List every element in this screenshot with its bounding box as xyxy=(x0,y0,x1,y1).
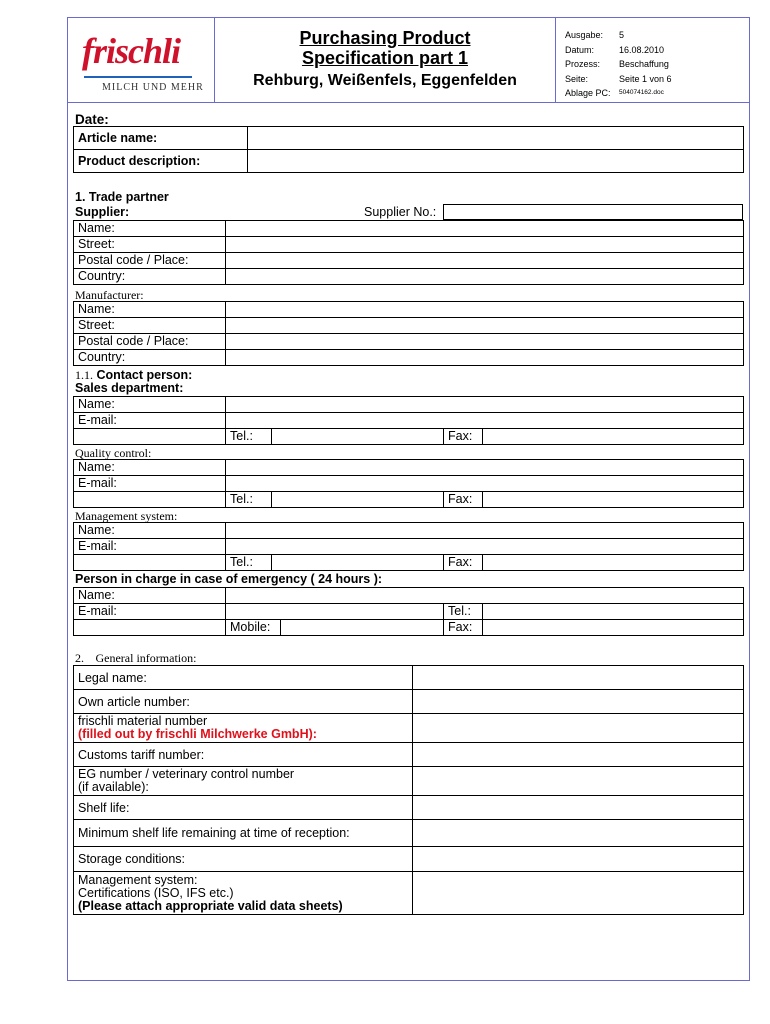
logo-wordmark: frischli xyxy=(82,31,181,71)
table-row xyxy=(74,872,744,915)
header-divider xyxy=(555,18,556,102)
supplier-street-label: Street: xyxy=(74,237,226,253)
table-row xyxy=(74,318,744,334)
table-row xyxy=(74,237,744,253)
meta-row: Seite: Seite 1 von 6 xyxy=(565,73,672,84)
quality-email-label: E-mail: xyxy=(74,476,226,492)
supplier-table xyxy=(73,220,744,285)
sales-table xyxy=(73,396,744,445)
logo-underline xyxy=(84,76,192,78)
shelf-life-label: Shelf life: xyxy=(74,796,413,820)
emergency-tel-label: Tel.: xyxy=(444,604,483,620)
document-header xyxy=(68,18,749,102)
supplier-name-field[interactable] xyxy=(226,221,744,237)
supplier-label: Supplier: xyxy=(75,205,130,219)
table-row xyxy=(74,588,744,604)
own-article-number-label: Own article number: xyxy=(74,690,413,714)
sales-email-field[interactable] xyxy=(226,413,744,429)
emergency-contact-label: Person in charge in case of emergency ( 24 hours ): xyxy=(75,572,383,586)
frischli-logo xyxy=(80,30,210,94)
table-row xyxy=(74,666,744,690)
legal-name-field[interactable] xyxy=(413,666,744,690)
own-article-number-field[interactable] xyxy=(413,690,744,714)
document-meta xyxy=(565,28,672,101)
management-email-label: E-mail: xyxy=(74,539,226,555)
quality-tel-field[interactable] xyxy=(272,492,444,508)
sales-fax-label: Fax: xyxy=(444,429,483,445)
document-title xyxy=(215,28,555,92)
supplier-no-field[interactable] xyxy=(443,204,743,220)
emergency-tel-field[interactable] xyxy=(483,604,744,620)
certifications-label: Management system: Certifications (ISO, IFS etc.) (Please attach appropriate valid data sheets) xyxy=(74,872,413,915)
document-page xyxy=(67,17,750,981)
meta-row: Datum: 16.08.2010 xyxy=(565,44,665,55)
manufacturer-name-field[interactable] xyxy=(226,302,744,318)
general-information-label: General information: xyxy=(95,651,197,665)
title-line-2: Specification part 1 xyxy=(301,48,469,68)
table-row xyxy=(74,796,744,820)
supplier-postal-label: Postal code / Place: xyxy=(74,253,226,269)
management-email-field[interactable] xyxy=(226,539,744,555)
table-row xyxy=(74,743,744,767)
article-table xyxy=(73,126,744,173)
management-tel-field[interactable] xyxy=(272,555,444,571)
article-name-label: Article name: xyxy=(74,127,248,150)
supplier-country-field[interactable] xyxy=(226,269,744,285)
quality-control-label: Quality control: xyxy=(75,446,152,460)
supplier-country-label: Country: xyxy=(74,269,226,285)
table-row xyxy=(74,150,744,173)
table-row xyxy=(74,539,744,555)
material-number-note: (filled out by frischli Milchwerke GmbH): xyxy=(78,727,317,741)
manufacturer-table xyxy=(73,301,744,366)
table-row xyxy=(74,350,744,366)
table-row xyxy=(74,847,744,872)
emergency-table xyxy=(73,587,744,636)
date-label: Date: xyxy=(75,112,109,127)
quality-table xyxy=(73,459,744,508)
header-bottom-rule xyxy=(68,102,749,103)
manufacturer-label: Manufacturer: xyxy=(75,288,144,302)
material-number-label: frischli material number (filled out by frischli Milchwerke GmbH): xyxy=(74,714,413,743)
table-row xyxy=(74,334,744,350)
quality-name-field[interactable] xyxy=(226,460,744,476)
table-row xyxy=(74,820,744,847)
section-1-title: 1. Trade partner xyxy=(75,190,169,204)
customs-tariff-label: Customs tariff number: xyxy=(74,743,413,767)
management-fax-label: Fax: xyxy=(444,555,483,571)
table-row xyxy=(74,127,744,150)
table-row xyxy=(74,604,744,620)
storage-conditions-label: Storage conditions: xyxy=(74,847,413,872)
supplier-street-field[interactable] xyxy=(226,237,744,253)
title-line-1: Purchasing Product xyxy=(299,28,471,48)
manufacturer-name-label: Name: xyxy=(74,302,226,318)
section-2-title xyxy=(75,651,196,666)
sales-name-label: Name: xyxy=(74,397,226,413)
min-shelf-life-field[interactable] xyxy=(413,820,744,847)
manufacturer-street-field[interactable] xyxy=(226,318,744,334)
logo-tagline: MILCH UND MEHR xyxy=(102,82,204,93)
contact-person-label: Contact person: xyxy=(96,368,193,382)
table-row xyxy=(74,269,744,285)
quality-email-field[interactable] xyxy=(226,476,744,492)
table-row xyxy=(74,413,744,429)
eg-number-label: EG number / veterinary control number (if available): xyxy=(74,767,413,796)
table-row xyxy=(74,397,744,413)
sales-name-field[interactable] xyxy=(226,397,744,413)
meta-row: Ablage PC: 504074162.doc xyxy=(565,88,664,98)
table-row xyxy=(74,690,744,714)
min-shelf-life-label: Minimum shelf life remaining at time of reception: xyxy=(74,820,413,847)
quality-tel-label: Tel.: xyxy=(226,492,272,508)
quality-fax-label: Fax: xyxy=(444,492,483,508)
quality-name-label: Name: xyxy=(74,460,226,476)
customs-tariff-field[interactable] xyxy=(413,743,744,767)
material-number-field[interactable] xyxy=(413,714,744,743)
manufacturer-country-label: Country: xyxy=(74,350,226,366)
title-locations: Rehburg, Weißenfels, Eggenfelden xyxy=(253,72,517,89)
emergency-name-label: Name: xyxy=(74,588,226,604)
section-1-1-number: 1.1. xyxy=(75,368,93,382)
table-row xyxy=(74,302,744,318)
supplier-name-label: Name: xyxy=(74,221,226,237)
certifications-field[interactable] xyxy=(413,872,744,915)
supplier-postal-field[interactable] xyxy=(226,253,744,269)
management-tel-label: Tel.: xyxy=(226,555,272,571)
table-row xyxy=(74,492,744,508)
management-name-field[interactable] xyxy=(226,523,744,539)
table-row xyxy=(74,523,744,539)
emergency-mobile-label: Mobile: xyxy=(226,620,281,636)
management-fax-field[interactable] xyxy=(483,555,744,571)
product-description-field[interactable] xyxy=(248,150,744,173)
manufacturer-postal-field[interactable] xyxy=(226,334,744,350)
sales-department-label: Sales department: xyxy=(75,381,184,395)
emergency-email-label: E-mail: xyxy=(74,604,226,620)
sales-email-label: E-mail: xyxy=(74,413,226,429)
article-name-field[interactable] xyxy=(248,127,744,150)
table-row xyxy=(74,429,744,445)
table-row xyxy=(74,460,744,476)
eg-number-field[interactable] xyxy=(413,767,744,796)
table-row xyxy=(74,714,744,743)
table-row xyxy=(74,476,744,492)
emergency-name-field[interactable] xyxy=(226,588,744,604)
legal-name-label: Legal name: xyxy=(74,666,413,690)
table-row xyxy=(74,620,744,636)
management-system-label: Management system: xyxy=(75,509,178,523)
quality-fax-field[interactable] xyxy=(483,492,744,508)
table-row xyxy=(74,767,744,796)
sales-tel-label: Tel.: xyxy=(226,429,272,445)
table-row xyxy=(74,253,744,269)
general-information-table xyxy=(73,665,744,915)
table-row xyxy=(74,555,744,571)
section-2-number: 2. xyxy=(75,651,84,665)
sales-fax-field[interactable] xyxy=(483,429,744,445)
emergency-mobile-field[interactable] xyxy=(281,620,444,636)
meta-row: Prozess: Beschaffung xyxy=(565,59,669,69)
sales-tel-field[interactable] xyxy=(272,429,444,445)
table-row xyxy=(74,221,744,237)
management-name-label: Name: xyxy=(74,523,226,539)
manufacturer-street-label: Street: xyxy=(74,318,226,334)
management-table xyxy=(73,522,744,571)
manufacturer-country-field[interactable] xyxy=(226,350,744,366)
supplier-no-label: Supplier No.: xyxy=(364,205,437,219)
shelf-life-field[interactable] xyxy=(413,796,744,820)
emergency-email-field[interactable] xyxy=(226,604,444,620)
meta-row: Ausgabe: 5 xyxy=(565,30,625,40)
storage-conditions-field[interactable] xyxy=(413,847,744,872)
emergency-fax-label: Fax: xyxy=(444,620,483,636)
emergency-fax-field[interactable] xyxy=(483,620,744,636)
product-description-label: Product description: xyxy=(74,150,248,173)
manufacturer-postal-label: Postal code / Place: xyxy=(74,334,226,350)
